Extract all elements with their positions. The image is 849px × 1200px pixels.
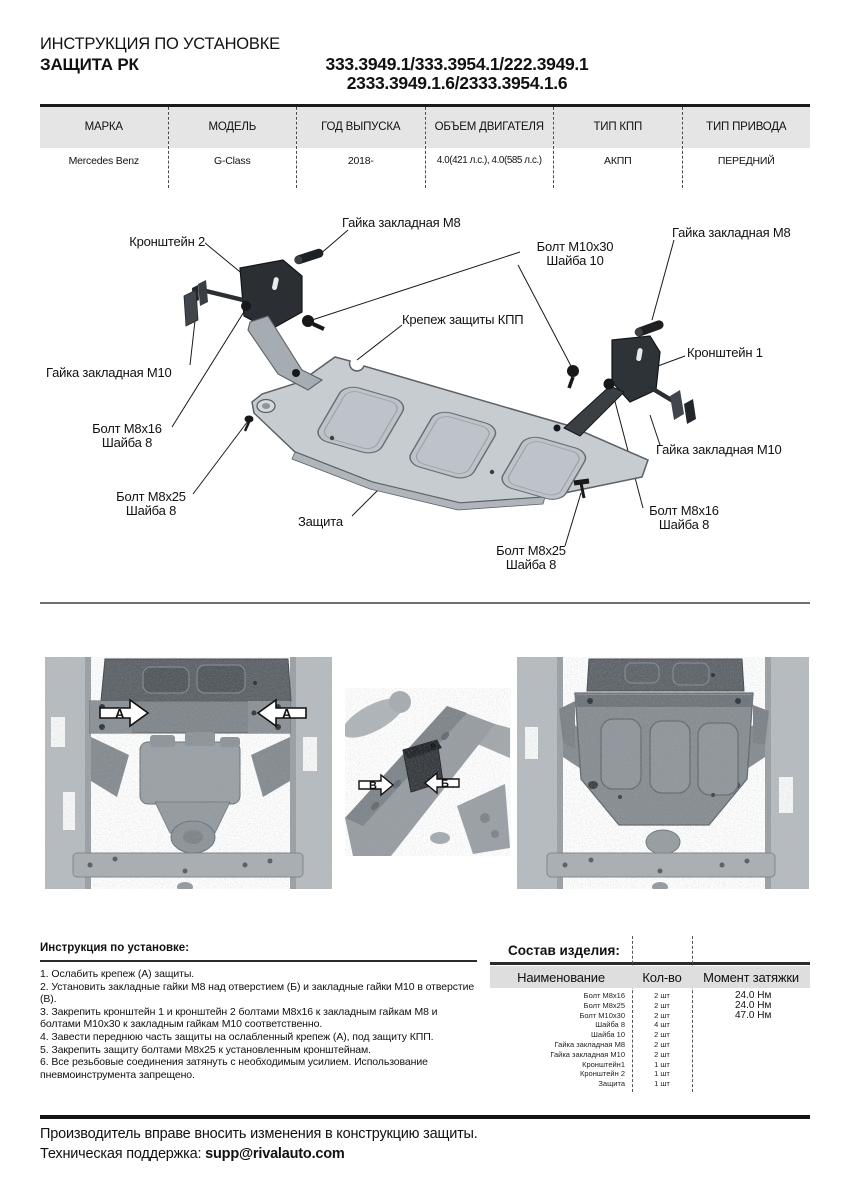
vehicle-table-column (297, 107, 426, 188)
parts-row: Гайка закладная М8 2 шт (554, 1039, 670, 1049)
column-header-drive: ТИП ПРИВОДА (683, 107, 811, 148)
footer-support-label: Техническая поддержка: (40, 1146, 206, 1162)
instruction-step: 2. Установить закладные гайки М8 над отверстием (Б) и закладные гайки М10 в отверстие (В). (40, 980, 475, 1006)
embed-nut-m8-top (293, 248, 324, 266)
footer-rule (40, 1115, 810, 1119)
cell-gearbox: АКПП (604, 155, 632, 167)
part-numbers-line1: 333.3949.1/333.3954.1/222.3949.1 (325, 54, 589, 74)
parts-row: Болт М8х16 2 шт 24.0 Нм (583, 990, 772, 1001)
cell-year: 2018- (347, 155, 374, 167)
parts-row: Гайка закладная М10 2 шт (550, 1049, 670, 1059)
label-bolt-m8x25-right: Болт М8х25 Шайба 8 (496, 543, 566, 572)
label-gayka-m8-right: Гайка закладная М8 (672, 225, 791, 240)
parts-rule (490, 962, 810, 965)
instructions-block (40, 942, 477, 1081)
instruction-step: 5. Закрепить защиту болтами М8х25 к установленным кронштейнам. (40, 1043, 371, 1056)
instructions-title: Инструкция по установке: (40, 942, 477, 962)
installation-photo-2 (345, 688, 511, 856)
bolt-m10x30-left-head (302, 315, 314, 327)
instruction-step: 3. Закрепить кронштейн 1 и кронштейн 2 болтами М8х16 к закладным гайкам М8 и болтами М10х30 к закладным гайкам М10 соответственно. (40, 1005, 438, 1031)
bolt-m10x30-float (567, 365, 579, 388)
instruction-step: 4. Завести переднюю часть защиты на ослабленный крепеж (А), под защиту КПП. (40, 1030, 434, 1043)
installation-photo-1 (45, 657, 332, 889)
parts-col-name: Наименование (517, 969, 605, 985)
parts-row: Болт М8х25 2 шт 24.0 Нм (583, 999, 772, 1011)
label-gayka-m10-left: Гайка закладная М10 (46, 365, 172, 380)
vehicle-table-column (426, 107, 555, 188)
cell-marka: Mercedes Benz (68, 155, 139, 167)
nut-plate-m10-right (684, 399, 696, 424)
label-kronshteyn-2: Кронштейн 2 (129, 234, 205, 249)
svg-text:Б: Б (441, 778, 449, 790)
label-bolt-m8x16-right: Болт М8х16 Шайба 8 (649, 503, 719, 532)
label-kronshteyn-1: Кронштейн 1 (687, 345, 763, 360)
bolt-m8x16-right-head (604, 379, 615, 390)
cell-model: G-Class (213, 155, 251, 167)
parts-row: Кронштейн1 1 шт (582, 1059, 670, 1069)
vehicle-table-column (169, 107, 298, 188)
bracket-1 (554, 336, 697, 436)
label-bolt-m10x30: Болт М10х30 Шайба 10 (536, 239, 614, 268)
label-zashchita: Защита (298, 514, 343, 529)
installation-photo-3 (517, 657, 809, 889)
exploded-diagram (0, 190, 849, 605)
vehicle-table (40, 104, 810, 188)
exploded-diagram-drawing (0, 190, 849, 605)
parts-row: Болт М10х30 2 шт 47.0 Нм (579, 1009, 772, 1021)
part-numbers-line2: 2333.3949.1.6/2333.3954.1.6 (346, 72, 568, 93)
cell-drive: ПЕРЕДНИЙ (717, 155, 775, 167)
footer-support (40, 1146, 345, 1162)
label-krepezh-kpp: Крепеж защиты КПП (402, 312, 524, 327)
svg-text:В: В (369, 780, 377, 792)
bolt-m8x16-left-head (241, 301, 251, 311)
section-divider (40, 602, 810, 604)
label-bolt-m8x25-left: Болт М8х25 Шайба 8 (116, 489, 186, 518)
parts-col-torque: Момент затяжки (703, 969, 799, 985)
footer-note: Производитель вправе вносить изменения в конструкцию защиты. (40, 1126, 478, 1142)
vehicle-table-column (683, 107, 811, 188)
instructions-steps (40, 968, 477, 1081)
parts-row: Защита 1 шт (598, 1079, 670, 1089)
svg-text:А: А (115, 706, 125, 721)
column-header-gearbox: ТИП КПП (554, 107, 682, 148)
nut-plate-m10-left (184, 290, 198, 326)
embed-nut-m8-right (634, 319, 665, 338)
doc-type-title: ИНСТРУКЦИЯ ПО УСТАНОВКЕ (40, 35, 280, 53)
svg-text:А: А (282, 706, 292, 721)
label-gayka-m10-right: Гайка закладная М10 (656, 442, 782, 457)
parts-title: Состав изделия: (508, 943, 620, 958)
cell-engine: 4.0(421 л.с.), 4.0(585 л.с.) (436, 155, 542, 166)
column-header-year: ГОД ВЫПУСКА (297, 107, 425, 148)
bracket-2 (184, 260, 324, 390)
parts-row: Кронштейн 2 1 шт (580, 1069, 670, 1079)
parts-row: Шайба 8 4 шт (595, 1020, 670, 1030)
column-header-marka: МАРКА (40, 107, 168, 148)
vehicle-table-column (554, 107, 683, 188)
instruction-step: 6. Все резьбовые соединения затянуть с необходимым усилием. Использование пневмоинструмента запрещено. (40, 1056, 428, 1081)
vehicle-table-column (40, 107, 169, 188)
parts-row: Шайба 10 2 шт (591, 1030, 670, 1040)
instruction-step: 1. Ослабить крепеж (А) защиты. (40, 968, 195, 980)
parts-rows (490, 991, 810, 1089)
part-numbers (292, 55, 622, 92)
column-header-engine: ОБЪЕМ ДВИГАТЕЛЯ (426, 107, 554, 148)
product-title: ЗАЩИТА РК (40, 55, 139, 74)
support-email: supp@rivalauto.com (205, 1146, 345, 1162)
label-bolt-m8x16-left: Болт М8х16 Шайба 8 (92, 421, 162, 450)
parts-header-row (490, 966, 810, 988)
label-gayka-m8-top: Гайка закладная М8 (342, 215, 461, 230)
parts-col-qty: Кол-во (642, 969, 682, 985)
column-header-model: МОДЕЛЬ (169, 107, 297, 148)
